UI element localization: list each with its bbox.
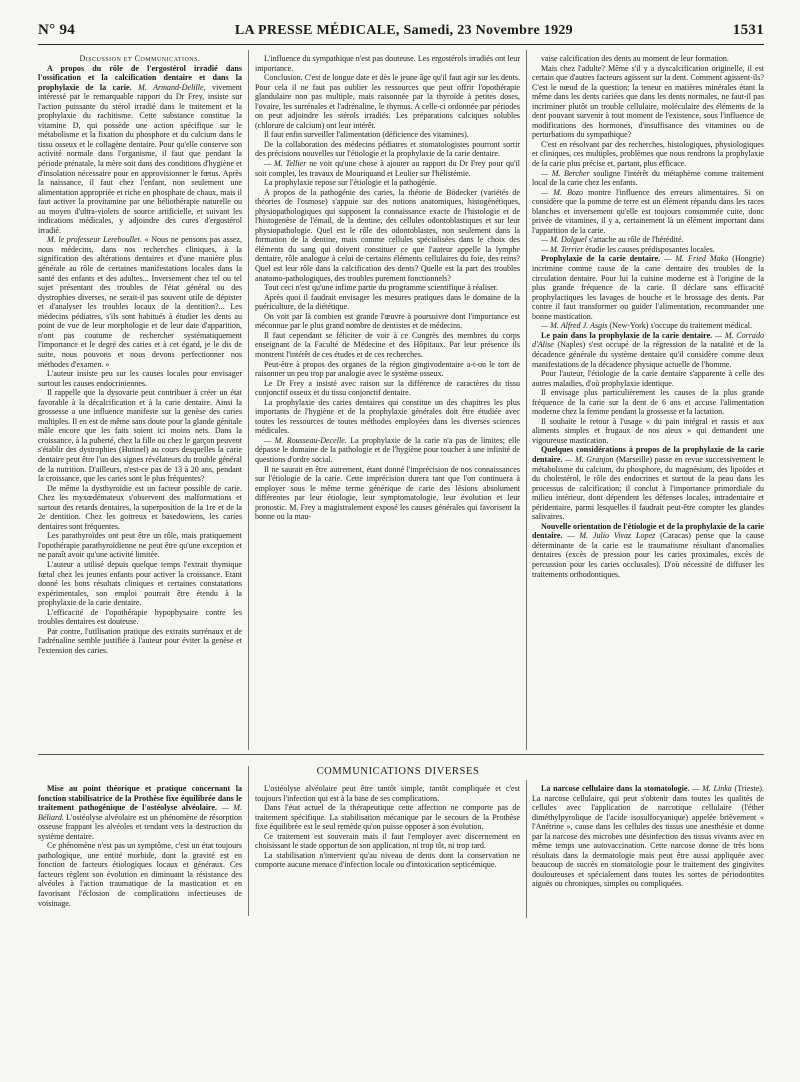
paragraph: [38, 235, 242, 369]
paragraph: [38, 627, 242, 656]
paragraph-text: Tout ceci n'est qu'une infime partie du programme scientifique à réaliser.: [264, 283, 499, 293]
paragraph-text: (New-York) s'occupe du traitement médical.: [609, 321, 753, 331]
author-name: — M. Terrier: [541, 244, 584, 254]
paragraph-text: souligne l'intérêt du métaphème comme traitement local de la carie chez les enfants.: [532, 168, 764, 188]
paragraph: [255, 436, 520, 465]
paragraph-text: On voit par là combien est grande l'œuvre à poursuivre dont l'importance est méconnue par le plus grand nombre de dentistes et de médecins.: [255, 311, 520, 331]
paragraph-text: La prophylaxie repose sur l'étiologie et la pathogénie.: [264, 178, 437, 188]
paragraph-text: Il ne saurait en être autrement, étant donné l'imprécision de nos connaissances sur l'étiologie de la carie. Cette imprécision durera tant que l'on continuera à employer sous le même terme générique de carie des lésions absolument différentes par leur étiologie, leur symptomatologie, leur évolution et leur pronostic. M. Frey a magistralement exposé les causes générales qui favorisent la bonne ou la mau-: [255, 464, 520, 522]
author-name: — M. Tellier: [264, 159, 307, 169]
paragraph-text: La prophylaxie de la carie n'a pas de limites; elle dépasse le domaine de la pathologie et de l'hygiène pour toucher à une infinité de questions d'ordre social.: [255, 435, 520, 464]
paragraph: [38, 608, 242, 627]
paragraph-text: Le Dr Frey a insisté avec raison sur la différence de caractères du tissu conjonctif osseux et du tissu conjonctif dentaire.: [255, 378, 520, 398]
paragraph-text: Les parathyroïdes ont peut être un rôle, mais pratiquement l'opothérapie parathyroïdienne ne peut être qu'une exception et ne paraît avoir qu'une activité limitée.: [38, 531, 242, 560]
author-name: — M. Rousseau-Decelle.: [264, 435, 347, 445]
author-name: — M. Fried Mako: [664, 254, 729, 264]
paragraph-title: Nouvelle orientation de l'étiologie et de la prophylaxie de la carie dentaire.: [532, 521, 764, 541]
paragraph-text: s'attache au rôle de l'hérédité.: [588, 235, 684, 245]
paragraph: [38, 531, 242, 560]
bottom-column-3: [532, 784, 764, 916]
paragraph-text: Il souhaite le retour à l'usage « du pain intégral et rassis et aux aliments simples et frugaux de nos aïeux » qui demandent une vigoureuse mastication.: [532, 416, 764, 445]
section-divider: [38, 754, 764, 755]
paragraph-title: Mise au point théorique et pratique concernant la fonction stabilisatrice de la Prothèse fixe équilibrée dans le traitement pathogénique de l'ostéolyse alvéolaire.: [38, 784, 242, 813]
bottom-column-2: [255, 784, 520, 916]
paragraph: [532, 169, 764, 188]
paragraph-text: Il faut cependant se féliciter de voir à ce Congrès des membres du corps enseignant de la Faculté de Médecine et des Hôpitaux. Par leur présence ils montrent l'intérêt de ces études et de ces recherches.: [255, 330, 520, 359]
paragraph: [532, 369, 764, 388]
paragraph-text: (Naples) s'est occupé de la régression de la natalité et de la décadence générale du système dentaire qu'il considère comme deux manifestations de la décadence physique actuelle de l'homme.: [532, 340, 764, 369]
paragraph: [532, 321, 764, 331]
paragraph: [255, 140, 520, 159]
paragraph-text: Mais chez l'adulte? Même s'il y a dyscalcification originelle, il est certain que d'autres facteurs agissent sur la dent. Comment agissent-ils? C'est le nœud de la question; la teneur en matières minérales étant la même dans les dents cariées que dans les dents normales, ne faut-il pas incriminer plutôt un trouble cellulaire, moléculaire des éléments de la dent pouvant survenir à tout moment de l'existence, sous l'influence de modifications des hormones, d'insuffisance des vitamines ou de perturbations du sympathique?: [532, 63, 764, 140]
paragraph-text: Dans l'état actuel de la thérapeutique cette affection ne comporte pas de traitement spécifique. La stabilisation mécanique par le secours de la Prothèse fixe équilibrée est le seul remède qu'on puisse opposer à son évolution.: [255, 803, 520, 832]
paragraph: [255, 130, 520, 140]
paragraph: [38, 369, 242, 388]
paragraph: [532, 417, 764, 446]
paragraph: [255, 784, 520, 803]
paragraph: [38, 560, 242, 608]
paragraph-title: Le pain dans la prophylaxie de la carie dentaire.: [541, 330, 713, 340]
column-3: [532, 54, 764, 750]
author-name: — M. Bercher: [541, 168, 590, 178]
paragraph: [255, 73, 520, 130]
paragraph: [255, 283, 520, 293]
paragraph-text: L'ostéolyse alvéolaire est un phénomène de résorption osseuse frappant les alvéoles et tendant vers la destruction du système dentaire.: [38, 812, 242, 841]
paragraph: [532, 445, 764, 521]
paragraph: [532, 784, 764, 889]
column-divider: [526, 50, 527, 750]
paragraph-text: L'efficacité de l'opothérapie hypophysaire contre les troubles dentaires est douteuse.: [38, 607, 242, 627]
paragraph-text: Ce phénomène n'est pas un symptôme, c'est un état toujours pathologique, une entité morbide, dont la gravité est en fonction de facteurs étiologiques locaux et généraux. Ces facteurs règlent son évolution en diminuant la résistance des alvéoles à l'action traumatique de la mastication et en favorisant l'éclosion de complications infectieuses de voisinage.: [38, 841, 242, 908]
paragraph: [255, 832, 520, 851]
paragraph-text: Par contre, l'utilisation pratique des extraits surrénaux et de l'adrénaline semble justifiée à l'auteur pour éviter la genèse et l'extension des caries.: [38, 626, 242, 655]
paragraph-text: De même la dysthyroïdie est un facteur possible de carie. Chez les myxœdémateux s'observent des malformations et surtout des retards dentaires, la superposition de la 1re et de la 2e dentition. Chez les goitreux et basedowiens, les caries dentaires sont fréquentes.: [38, 483, 242, 531]
column-2: [255, 54, 520, 750]
paragraph: [532, 64, 764, 140]
paragraph: [532, 331, 764, 369]
author-name: — M. Alfred J. Asgis: [541, 321, 608, 331]
paragraph: [255, 293, 520, 312]
paragraph: [255, 54, 520, 73]
author-name: — M. Dolguel: [541, 235, 587, 245]
author-name: M. Armand-Delille,: [138, 82, 206, 92]
paragraph: [255, 803, 520, 832]
paragraph-title: La narcose cellulaire dans la stomatologie.: [541, 784, 690, 793]
paragraph-text: Il rappelle que la dysovarie peut contribuer à créer un état favorable à la décalcification et à la carie dentaire. Ainsi la grossesse a une influence manifeste sur la genèse des caries multiples. Il en est de même sans doute pour la glande génitale mâle encore que les faits soient ici moins nets. Dans la croissance, à la puberté, chez la fille ou chez le garçon peuvent s'établir des dystrophies (Hutinel) au cours desquelles la carie dentaire peut être l'un des signes révélateurs du trouble général de la nutrition. D'ailleurs, n'est-ce pas de 13 à 20 ans, pendant la croissance, que les caries sont le plus fréquentes?: [38, 388, 242, 484]
author-name: — M. Linka: [692, 784, 732, 793]
journal-title: LA PRESSE MÉDICALE, Samedi, 23 Novembre 1929: [234, 23, 573, 38]
column-divider: [248, 766, 249, 916]
paragraph: [255, 188, 520, 283]
paragraph: [255, 331, 520, 360]
column-divider: [526, 780, 527, 918]
paragraph: [532, 235, 764, 245]
paragraph-text: La stabilisation n'intervient qu'au niveau de dents dont la conservation ne comporte aucune menace d'infection locale ou d'intoxication septicémique.: [255, 850, 520, 870]
paragraph: [38, 388, 242, 483]
paragraph: [532, 54, 764, 64]
paragraph-text: Après quoi il faudrait envisager les mesures pratiques dans le domaine de la puériculture, de la diététique.: [255, 292, 520, 312]
paragraph: [532, 245, 764, 255]
paragraph-text: De la collaboration des médecins pédiatres et stomatologistes pourront sortir des précisions nouvelles sur l'étiologie et la prophylaxie de la carie dentaire.: [255, 139, 520, 159]
paragraph-text: étudie les causes prédisposantes locales.: [585, 244, 715, 254]
paragraph-text: C'est en résolvant par des recherches, histologiques, physiologiques et cliniques, ces multiples, problèmes que nous rendrons la prophylaxie de la carie plus précise et, partant, plus efficace.: [532, 139, 764, 169]
paragraph-text: Ce traitement est souverain mais il faut l'employer avec discernement en choisissant le stade opportun de son application, ni trop tôt, ni trop tard.: [255, 831, 520, 851]
paragraph-text: (Caracas) pense que la cause déterminante de la carie est le traumatisme résultant d'anomalies dentaires (excès de pression pour les caries proximales, excès de percussion pour les caries occlusales). D'où nécessité de diffuser les traitements orthodontiques.: [532, 531, 764, 579]
paragraph: [255, 851, 520, 870]
paragraph: [255, 159, 520, 178]
author-name: — M. Bozo: [541, 187, 584, 197]
paragraph-text: L'ostéolyse alvéolaire peut être tantôt simple, tantôt compliquée et c'est toujours l'infection qui est à la base de ses complications.: [255, 784, 520, 803]
paragraph-text: « Nous ne pensons pas assez, nous médecins, dans nos recherches cliniques, à la signification des altérations dentaires et d'une manière plus générale au rôle de certaines manifestations locales dans la santé des enfants et des adultes... Inversement chez tel ou tel sujet présentant des troubles de l'état général ou des dystrophies diverses, ne serait-il pas souvent utile de dépister et d'analyser les troubles locaux de la dentition?... Les médecins pédiatres, s'ils sont habitués à étudier les dents au point de vue de leur morphologie et de leur date d'apparition, n'ont pas coutume de rechercher systématiquement l'importance et le degré des caries et à cet égard, je le dis de suite, nous pouvons et nous devons perfectionner nos méthodes d'examen. »: [38, 235, 242, 369]
paragraph: [255, 465, 520, 522]
paragraph: [532, 254, 764, 321]
paragraph: [255, 178, 520, 188]
paragraph-text: Il envisage plus particulièrement les causes de la plus grande fréquence de la carie sur la dent de 6 ans et accuse l'alimentation moderne chez la femme pendant la grossesse et la lactation.: [532, 388, 764, 417]
paragraph: [532, 388, 764, 417]
paragraph-title: Prophylaxie de la carie dentaire.: [541, 254, 661, 264]
paragraph-title: A propos du rôle de l'ergostérol irradié dans l'ossification et la calcification dentaire et dans la prophylaxie de la carie.: [38, 63, 242, 92]
author-name: — M. Béliard.: [38, 803, 242, 822]
paragraph-text: (Hongrie) incrimine comme cause de la carie dentaire des troubles de la circulation dentaire. Pour lui la cuisine moderne est à l'origine de la plus grande fréquence de la carie. Il déclare sans efficacité prophylactiques les lavages de bouche et le brossage des dents. Par contre il faut transformer ou guider l'alimentation, recommander une bonne mastication.: [532, 254, 764, 321]
paragraph-text: L'influence du sympathique n'est pas douteuse. Les ergostérols irradiés ont leur importance.: [255, 54, 520, 73]
paragraph: [255, 398, 520, 436]
paragraph-text: (Marseille) passe en revue successivement le métabolisme du calcium, du phosphore, du magnésium, des lipoïdes et du cholestérol, le rôle des endocrines et surtout de la peau dans les processus de calcification; il conclut à l'importance primordiale du milieu intérieur, dont dépendent les défenses locales, intradentaire et péridentaire, parmi lesquelles il faudrait peut-être compter les glandes salivaires.: [532, 454, 764, 522]
page-number: 1531: [732, 22, 764, 38]
paragraph: [532, 522, 764, 579]
paragraph-text: L'auteur a utilisé depuis quelque temps l'extrait thymique fœtal chez les jeunes enfants pour activer la croissance. Etant donné les bons résultats cliniques et certaines constatations expérimentales, son emploi pourrait être étendu à la prophylaxie de la carie dentaire.: [38, 559, 242, 608]
author-name: — M. Corrado d'Alise: [532, 330, 764, 350]
paragraph: [38, 841, 242, 908]
section-title: Discussion et Communications.: [79, 54, 201, 63]
paragraph: [38, 784, 242, 841]
page-header: [38, 22, 764, 45]
paragraph-text: A propos de la pathogénie des caries, la théorie de Bödecker (variétés de théories de l'osmose) s'appuie sur des notions anatomiques, histogénétiques, physiopathologiques qui supposent la connaissance exacte de l'histologie et de l'histogenèse de l'émail, de la dentine, des cellules odontoblastiques et sur leur physiopathologie. Quel est le rôle des odontoblastes, non seulement dans la formation de la dentine, mais comme cellules spécialisées dans le choix des éléments du sang qui doivent constituer ce que l'auteur appelle la lymphe dentaire, rôle analogue à celui de certains éléments cellulaires du foie, des reins? Quel est leur rôle dans la calcification des dents? Quelle est la part des troubles anatomo-pathologiques, des troubles purement fonctionnels?: [255, 187, 520, 283]
paragraph-text: vaise calcification des dents au moment de leur formation.: [541, 54, 729, 63]
paragraph-text: L'auteur insiste peu sur les causes locales pour envisager surtout les causes endocriniennes.: [38, 369, 242, 388]
paragraph: [38, 484, 242, 532]
author-name: M. le professeur Lereboullet.: [47, 235, 142, 245]
author-name: — M. Julio Vivaz Lopez: [567, 531, 656, 541]
author-name: — M. Granjon: [565, 454, 614, 464]
paragraph-text: montre l'influence des erreurs alimentaires. Si on considère que la pomme de terre est un élément répandu dans les races blanches et inversement qu'elle est toujours consommée cuite, donc privée de vitamines, il y a, certainement là un élément important dans l'apparition de la carie.: [532, 187, 764, 235]
paragraph-text: (Trieste). La narcose cellulaire, qui peut s'obtenir dans toutes les qualités de cellules avec l'application de narcotique cellulaire (l'éther diméthylpyrolique de l'acide isosulfocyanique) appelée brièvement « l'Anétrine », cause dans les cellules des tissus une anesthésie et donne par la narcose des microbes une désinfection des tissus vivants avec en même temps une autovaccination. Cette narcose donne de très bons résultats dans la dermatologie mais peut être aussi appliquée avec beaucoup de succès en stomatologie pour le traitement des gingivites douloureuses et spécialement dans toutes les sortes de périodontites aiguës ou chroniques, simples ou compliquées.: [532, 784, 764, 889]
paragraph-text: vivement intéressé par le remarquable rapport du Dr Frey, insiste sur l'action puissante du stérol irradié dans le traitement et la prophylaxie du rachitisme. Cette substance constitue la vitamine D, qui possède une action spécifique sur le métabolisme et la fixation du phosphore et du calcium dans le tissu osseux et le collagène dentaire. Pour qu'elle conserve son activité normale dans l'organisme, il faut que pendant la période prénatale, la mère soit dans des conditions d'hygiène et d'insolation nécessaire pour en approvisionner le fœtus. Après la naissance, il faut chez l'enfant, non seulement une alimentation appropriée et riche en phosphate de chaux, mais il faut activer la provitamine par une héliothérapie naturelle ou au moyen d'ultra-violets de source artificielle, et suivant les indications médicales, y adjoindre des cures d'ergostérol irradié.: [38, 82, 242, 235]
paragraph-text: Peut-être à propos des organes de la région gingivodentaire a-t-on le tort de raisonner un peu trop par analogie avec le système osseux.: [255, 359, 520, 379]
paragraph: [532, 140, 764, 169]
paragraph-text: Il faut enfin surveiller l'alimentation (déficience des vitamines).: [264, 130, 469, 140]
paragraph: [255, 312, 520, 331]
communications-heading: COMMUNICATIONS DIVERSES: [316, 766, 480, 777]
issue-number: N° 94: [38, 22, 76, 38]
paragraph-text: Conclusion. C'est de longue date et dès le jeune âge qu'il faut agir sur les dents. Pour cela il ne faut pas oublier les ressources que peut offrir l'opothérapie glandulaire non pas multiple, mais raisonnée par la thyroïde à petites doses, l'ovaire, les surrénales et l'adrénaline, le thymus. A celle-ci ordonnée par périodes on peut adjoindre les stérols irradiés. Les préparations calciques solubles (chlorure de calcium) ont leur intérêt.: [255, 73, 520, 130]
paragraph-title: Quelques considérations à propos de la prophylaxie de la carie dentaire.: [532, 445, 764, 464]
paragraph: [532, 188, 764, 236]
paragraph-text: ne voit qu'une chose à ajouter au rapport du Dr Frey pour qu'il soit complet, les travaux de Mouriquand et Leulier sur l'hélistémie.: [255, 159, 520, 178]
bottom-column-1: [38, 784, 242, 916]
paragraph: [38, 64, 242, 236]
column-divider: [248, 50, 249, 750]
paragraph-text: Pour l'auteur, l'étiologie de la carie dentaire s'apparente à celle des autres maladies, d'où prophylaxie identique.: [532, 369, 764, 388]
paragraph: [255, 360, 520, 379]
column-1: [38, 54, 242, 750]
paragraph: [255, 379, 520, 398]
paragraph-text: La prophylaxie des caries dentaires qui constitue un des chapitres les plus importants de l'hygiène et de la prophylaxie générales doit être étudiée avec toutes les ressources de toutes méthodes employées dans les diverses sciences médicales.: [255, 397, 520, 436]
